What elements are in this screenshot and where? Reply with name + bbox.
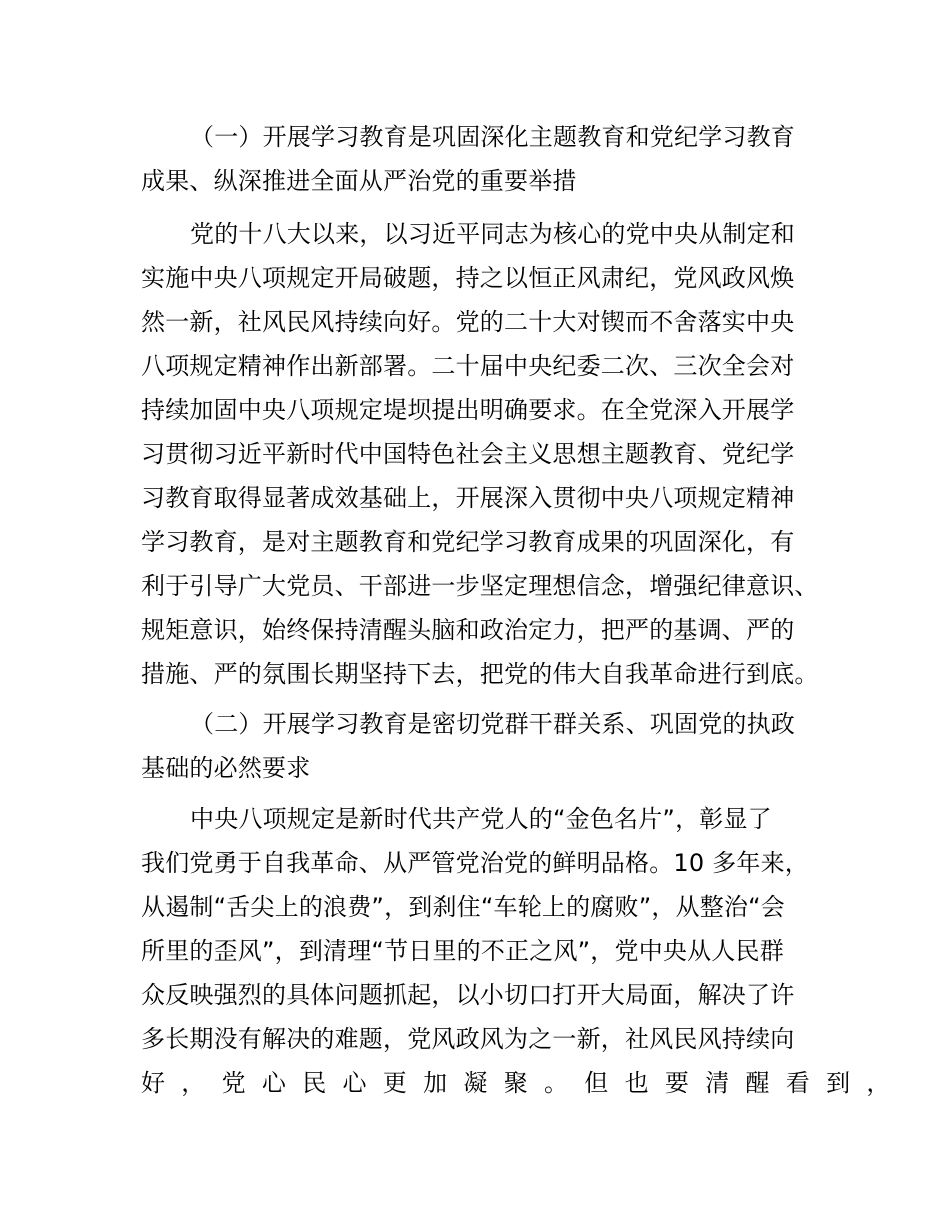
paragraph-line: 多长期没有解决的难题，党风政风为之一新，社风民风持续向	[141, 1025, 795, 1053]
section-heading-2: （二）开展学习教育是密切党群干群关系、巩固党的执政	[190, 710, 795, 738]
paragraph-line: 规矩意识，始终保持清醒头脑和政治定力，把严的基调、严的	[141, 616, 795, 644]
paragraph-line: 实施中央八项规定开局破题，持之以恒正风肃纪，党风政风焕	[141, 264, 795, 292]
paragraph-line: 众反映强烈的具体问题抓起，以小切口打开大局面，解决了许	[141, 981, 795, 1009]
paragraph-line: 八项规定精神作出新部署。二十届中央纪委二次、三次全会对	[141, 352, 795, 380]
paragraph-line: 所里的歪风”，到清理“节日里的不正之风”，党中央从人民群	[141, 937, 784, 965]
paragraph-line: 习贯彻习近平新时代中国特色社会主义思想主题教育、党纪学	[141, 440, 795, 468]
paragraph-line: 学习教育，是对主题教育和党纪学习教育成果的巩固深化，有	[141, 528, 795, 556]
section-heading-1: （一）开展学习教育是巩固深化主题教育和党纪学习教育	[190, 123, 795, 151]
paragraph-line: 利于引导广大党员、干部进一步坚定理想信念，增强纪律意识、	[141, 572, 819, 600]
section-heading-1-cont: 成果、纵深推进全面从严治党的重要举措	[141, 167, 577, 195]
paragraph-line: 中央八项规定是新时代共产党人的“金色名片”，彰显了	[190, 805, 772, 833]
paragraph-line: 党的十八大以来，以习近平同志为核心的党中央从制定和	[190, 220, 795, 248]
section-heading-2-cont: 基础的必然要求	[141, 754, 311, 782]
paragraph-line: 然一新，社风民风持续向好。党的二十大对锲而不舍落实中央	[141, 308, 795, 336]
paragraph-line: 习教育取得显著成效基础上，开展深入贯彻中央八项规定精神	[141, 484, 795, 512]
paragraph-line: 持续加固中央八项规定堤坝提出明确要求。在全党深入开展学	[141, 396, 795, 424]
paragraph-line: 好，党心民心更加凝聚。但也要清醒看到，	[141, 1069, 907, 1097]
paragraph-line: 我们党勇于自我革命、从严管党治党的鲜明品格。10 多年来，	[141, 849, 809, 877]
paragraph-line: 措施、严的氛围长期坚持下去，把党的伟大自我革命进行到底。	[141, 660, 819, 688]
paragraph-line: 从遏制“舌尖上的浪费”，到刹住“车轮上的腐败”，从整治“会	[141, 893, 785, 921]
